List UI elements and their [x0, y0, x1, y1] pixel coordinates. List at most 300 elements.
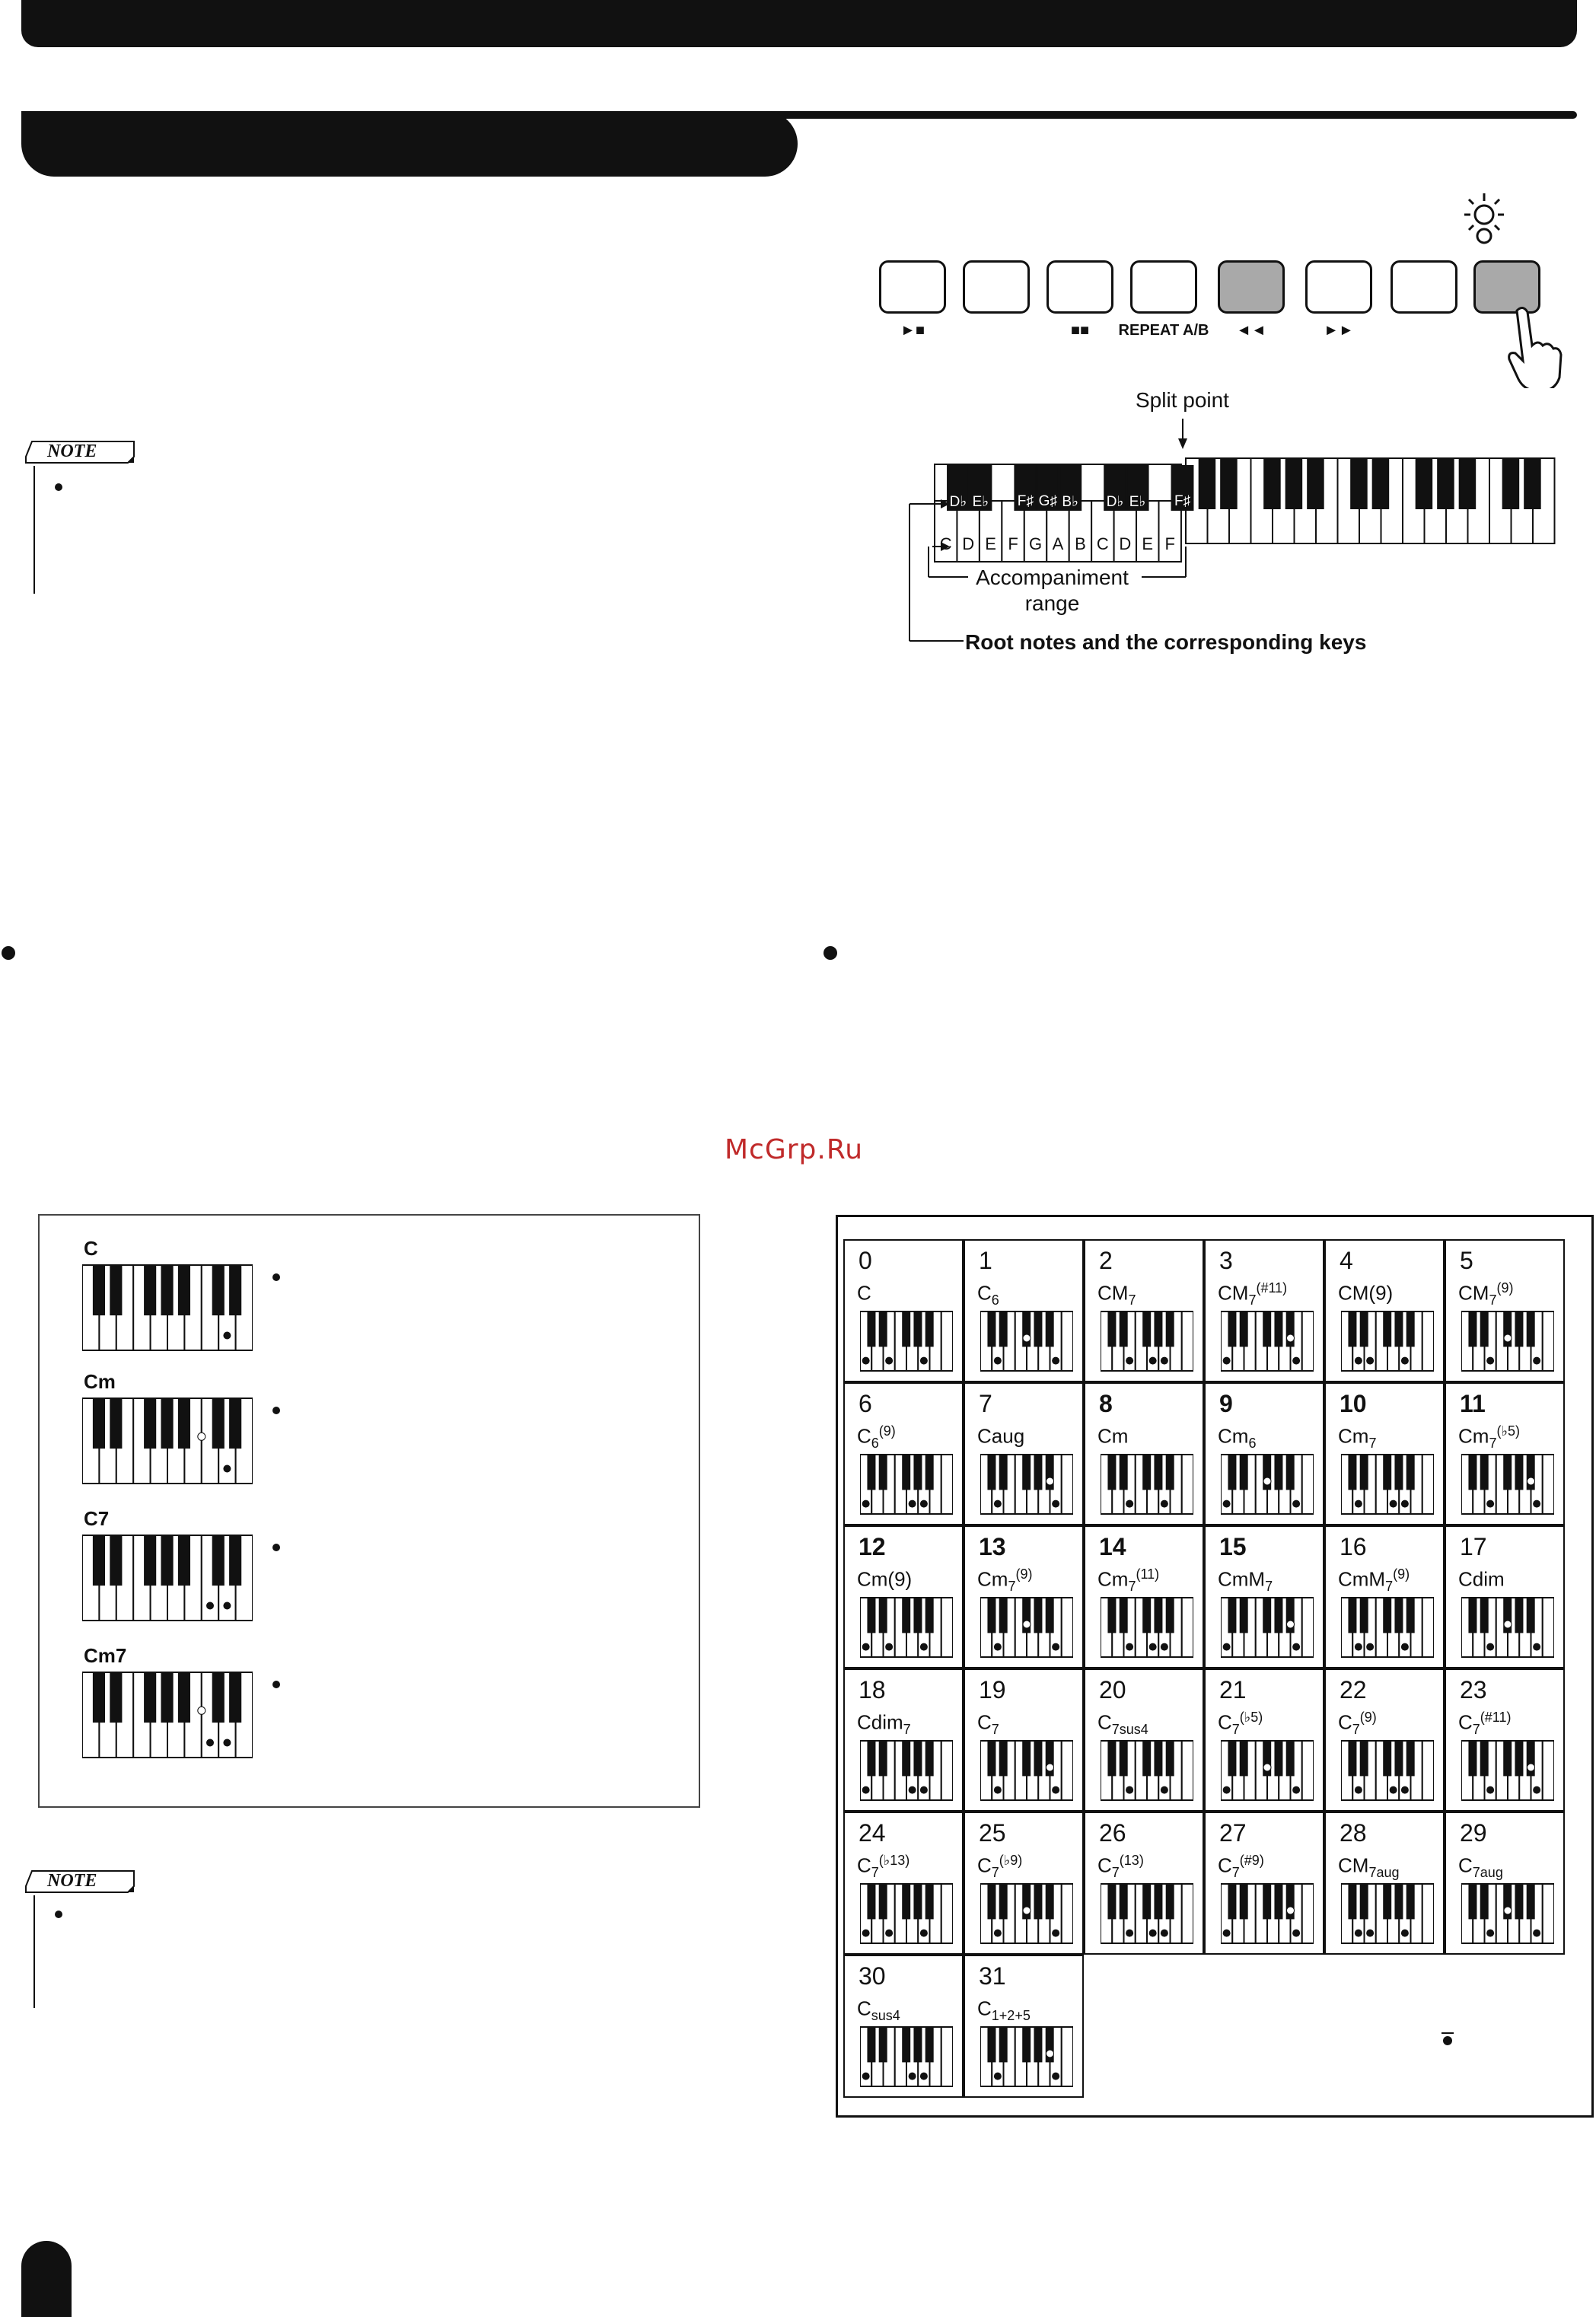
chord-name [977, 1853, 1022, 1881]
chord-note-dot [1161, 1500, 1168, 1508]
chord-note-dot [994, 1786, 1002, 1794]
chord-sub: 7sus4 [1111, 1721, 1148, 1737]
chord-note-dot [1486, 1357, 1494, 1365]
chord-keyboard [980, 1883, 1073, 1944]
chord-note-dot [1052, 1643, 1059, 1651]
white-key-label: C [939, 534, 952, 553]
chord-note-dot [1126, 1643, 1133, 1651]
chord-note-dot [994, 1930, 1002, 1937]
chord-name [1458, 1853, 1503, 1881]
note-bullet-2 [55, 1911, 62, 1918]
chord-sub: 7aug [1368, 1864, 1400, 1880]
chord-note-dot [223, 1739, 231, 1746]
mini-white-key [1182, 1741, 1193, 1800]
chord-note-dot [1390, 1500, 1397, 1508]
chord-root: C [977, 1853, 992, 1877]
mini-black-key [229, 1672, 241, 1723]
chord-note-dot [1366, 1930, 1374, 1937]
chord-note-dot [1533, 1930, 1540, 1937]
chord-note-dot [1263, 1477, 1271, 1485]
chord-root: C [1458, 1853, 1473, 1877]
chord-sub: 7 [1128, 1578, 1136, 1594]
chord-note-dot [920, 1643, 928, 1651]
mini-black-key [1527, 1598, 1535, 1633]
chord-example-bullet [272, 1544, 280, 1551]
mini-black-key [1034, 1455, 1042, 1490]
chord-number: 14 [1099, 1533, 1126, 1560]
chord-keyboard [860, 1454, 953, 1515]
mini-black-key [1480, 1741, 1489, 1776]
mini-white-key [1422, 1455, 1434, 1514]
chord-sup: (♭5) [1496, 1423, 1520, 1439]
mini-black-key [1107, 1598, 1116, 1633]
chord-keyboard [1221, 1311, 1314, 1372]
chord-note-dot [1292, 1930, 1300, 1937]
mini-black-key [1515, 1455, 1523, 1490]
chord-cell [964, 1812, 1084, 1955]
chord-cell [1204, 1668, 1324, 1812]
chord-number: 22 [1340, 1676, 1367, 1703]
mini-black-key [1468, 1455, 1477, 1490]
mini-black-key [93, 1535, 105, 1586]
chord-cell [964, 1955, 1084, 2098]
chord-number: 21 [1219, 1676, 1247, 1703]
mini-white-key [1543, 1741, 1554, 1800]
mini-black-key [879, 1598, 887, 1633]
chord-note-dot [862, 1786, 870, 1794]
mini-white-key [1422, 1311, 1434, 1371]
black-key-label: D♭ [949, 494, 967, 510]
mini-black-key [1468, 1884, 1477, 1919]
mini-white-key [1302, 1741, 1314, 1800]
chord-note-dot [1533, 1357, 1540, 1365]
mini-black-key [867, 1598, 875, 1633]
mini-black-key [1142, 1884, 1151, 1919]
black-key-label: B♭ [1062, 494, 1079, 510]
mini-black-key [212, 1672, 225, 1723]
chord-root: CM(9) [1338, 1281, 1394, 1305]
chord-note-dot [1401, 1500, 1409, 1508]
chord-number: 20 [1099, 1676, 1126, 1703]
panel-button-label-3: ■■ [1070, 322, 1090, 339]
chord-sup: (9) [1393, 1566, 1410, 1582]
mini-black-key [1274, 1598, 1282, 1633]
chord-note-dot [1292, 1500, 1300, 1508]
chord-sup: (♭9) [999, 1853, 1023, 1868]
chord-number: 17 [1460, 1533, 1487, 1560]
chord-number: 8 [1099, 1390, 1113, 1417]
mini-black-key [1348, 1741, 1356, 1776]
mini-white-key [1302, 1598, 1314, 1657]
chord-number: 16 [1340, 1533, 1367, 1560]
chord-root: Cdim [857, 1710, 903, 1734]
page-number-tab [21, 2241, 72, 2317]
mini-white-key [941, 1455, 953, 1514]
chord-cell [964, 1239, 1084, 1382]
chord-keyboard [1461, 1883, 1554, 1944]
mini-black-key [1240, 1741, 1248, 1776]
chord-keyboard [1221, 1597, 1314, 1658]
chord-keyboard [980, 1597, 1073, 1658]
chord-example-keyboard [82, 1672, 253, 1758]
mini-black-key [925, 1598, 934, 1633]
chord-number: 10 [1340, 1390, 1367, 1417]
chord-keyboard [1341, 1740, 1434, 1801]
chord-example-name: Cm [84, 1370, 116, 1393]
chord-root: C [977, 1710, 992, 1734]
chord-note-dot [1126, 1786, 1133, 1794]
chord-sup: (9) [1496, 1280, 1514, 1296]
chord-note-dot [909, 2073, 916, 2080]
chord-note-dot [994, 1357, 1002, 1365]
mini-black-key [93, 1398, 105, 1449]
chord-sub: sus4 [871, 2007, 900, 2023]
chord-sub: 6 [1248, 1435, 1257, 1451]
chord-cell [1084, 1668, 1204, 1812]
mini-white-key [1302, 1884, 1314, 1943]
mini-black-key [913, 1455, 922, 1490]
mini-white-key [1182, 1311, 1193, 1371]
mini-white-key [1543, 1884, 1554, 1943]
chord-cell [1445, 1812, 1565, 1955]
chord-note-dot [1292, 1643, 1300, 1651]
mini-black-key [144, 1672, 156, 1723]
mini-black-key [178, 1672, 190, 1723]
mini-white-key [1182, 1598, 1193, 1657]
chord-note-dot [920, 1357, 928, 1365]
black-key-label: F♯ [1174, 493, 1191, 509]
chord-sup: (13) [1119, 1853, 1144, 1868]
panel-button-1[interactable] [879, 260, 946, 314]
chord-name [1218, 1853, 1264, 1881]
chord-note-dot [223, 1331, 231, 1339]
chord-root: C [977, 1281, 992, 1305]
chord-sub: 7 [1489, 1292, 1497, 1308]
chord-root: C [1097, 1853, 1112, 1877]
mini-black-key [1360, 1598, 1368, 1633]
chord-note-dot [862, 1357, 870, 1365]
mini-black-key [902, 1311, 910, 1347]
chord-root: C [1097, 1710, 1112, 1734]
chord-sub: 7 [1352, 1721, 1360, 1737]
chord-sub: 7 [1111, 1864, 1120, 1880]
chord-note-dot [206, 1602, 214, 1609]
chord-note-dot [909, 1500, 916, 1508]
chord-note-dot [1486, 1930, 1494, 1937]
panel-button-2[interactable] [963, 260, 1030, 314]
chord-name [977, 1996, 1031, 2024]
chord-root: C [1338, 1710, 1352, 1734]
chord-sup: (9) [1015, 1566, 1033, 1582]
mini-black-key [1360, 1311, 1368, 1347]
chord-number: 29 [1460, 1819, 1487, 1847]
chord-note-dot [1287, 1334, 1295, 1342]
chord-example-keyboard [82, 1535, 253, 1621]
chord-keyboard [1101, 1883, 1193, 1944]
chord-note-dot [1052, 1786, 1059, 1794]
chord-name [1338, 1280, 1393, 1308]
mini-black-key [1394, 1741, 1403, 1776]
chord-root: C [1458, 1710, 1473, 1734]
note-label-2: NOTE [47, 1871, 97, 1891]
mini-black-key [987, 2027, 996, 2062]
chord-keyboard [1101, 1597, 1193, 1658]
chord-root: Cdim [1458, 1567, 1505, 1591]
mini-black-key [212, 1535, 225, 1586]
mini-black-key [1383, 1884, 1391, 1919]
chord-sub: 7 [991, 1864, 999, 1880]
mini-black-key [1142, 1311, 1151, 1347]
mini-black-key [1348, 1311, 1356, 1347]
black-key-label: E♭ [972, 494, 989, 510]
mini-black-key [110, 1535, 122, 1586]
mini-black-key [1480, 1598, 1489, 1633]
mini-black-key [1034, 1598, 1042, 1633]
mini-black-key [1515, 1598, 1523, 1633]
mini-black-key [913, 1884, 922, 1919]
chord-note-dot [909, 1786, 916, 1794]
chord-name [857, 1996, 900, 2024]
chord-note-dot [206, 1739, 214, 1746]
mini-black-key [1046, 1311, 1054, 1347]
mini-black-key [879, 1741, 887, 1776]
mini-black-key [902, 1884, 910, 1919]
chord-keyboard [860, 2026, 953, 2087]
mini-white-key [941, 1311, 953, 1371]
chord-root: Cm [1338, 1424, 1369, 1448]
lamp-indicator-icon [1454, 190, 1522, 251]
chord-keyboard [1461, 1311, 1554, 1372]
chord-name [1458, 1710, 1511, 1738]
chord-name [857, 1280, 871, 1308]
chord-number: 9 [1219, 1390, 1233, 1417]
chord-number: 30 [859, 1962, 886, 1990]
chord-note-dot [920, 1930, 928, 1937]
mini-black-key [1120, 1884, 1128, 1919]
chord-note-dot [1528, 1764, 1535, 1771]
chord-note-dot [1223, 1930, 1231, 1937]
chord-cell [1324, 1812, 1445, 1955]
chord-keyboard [1461, 1454, 1554, 1515]
chord-cell [1324, 1239, 1445, 1382]
mini-black-key [1022, 2027, 1031, 2062]
chord-cell [1084, 1525, 1204, 1668]
black-key-label: D♭ [1106, 494, 1124, 510]
panel-button-4[interactable] [1130, 260, 1197, 314]
root-notes-label: Root notes and the corresponding keys [965, 630, 1367, 654]
section-title-bar [21, 111, 798, 177]
chord-number: 28 [1340, 1819, 1367, 1847]
chord-sub: 7 [1231, 1721, 1240, 1737]
mini-black-key [178, 1398, 190, 1449]
chord-cell [1204, 1525, 1324, 1668]
chord-name [1338, 1566, 1410, 1595]
mini-black-key [1142, 1741, 1151, 1776]
white-key-label: C [1096, 534, 1109, 553]
chord-note-dot [1292, 1786, 1300, 1794]
chord-note-dot [920, 1500, 928, 1508]
chord-note-dot [1355, 1643, 1362, 1651]
mini-white-key [1422, 1598, 1434, 1657]
mini-black-key [1480, 1884, 1489, 1919]
mini-black-key [1468, 1741, 1477, 1776]
mini-black-key [925, 2027, 934, 2062]
chord-note-dot [1287, 1621, 1295, 1628]
chord-note-dot [1263, 1764, 1271, 1771]
chord-cell [1204, 1239, 1324, 1382]
mini-black-key [879, 1884, 887, 1919]
chord-note-dot [920, 1786, 928, 1794]
mini-black-key [1274, 1311, 1282, 1347]
chord-number: 3 [1219, 1247, 1233, 1274]
mini-black-key [1166, 1311, 1174, 1347]
chord-sup: (#9) [1239, 1853, 1264, 1868]
chord-sup: (#11) [1480, 1710, 1512, 1725]
white-key-label: D [962, 534, 975, 553]
chord-note-dot [1528, 1477, 1535, 1485]
chord-cell [843, 1812, 964, 1955]
mini-black-key [999, 1598, 1008, 1633]
chord-note-dot [1533, 1786, 1540, 1794]
mini-black-key [1022, 1455, 1031, 1490]
section-bullet-left [2, 946, 15, 960]
chord-keyboard [1341, 1597, 1434, 1658]
chord-cell [964, 1668, 1084, 1812]
chord-root: CmM [1218, 1567, 1266, 1591]
mini-black-key [1120, 1598, 1128, 1633]
chord-number: 23 [1460, 1676, 1487, 1703]
accompaniment-line-1: Accompaniment [976, 566, 1129, 589]
mini-black-key [1274, 1884, 1282, 1919]
mini-black-key [1154, 1455, 1162, 1490]
mini-black-key [178, 1535, 190, 1586]
mini-black-key [879, 2027, 887, 2062]
chord-note-dot [1504, 1621, 1512, 1628]
mini-black-key [178, 1265, 190, 1315]
note-bullet-1 [55, 483, 62, 491]
chord-note-dot [1287, 1907, 1295, 1914]
mini-white-key [941, 1884, 953, 1943]
mini-black-key [925, 1311, 934, 1347]
mini-black-key [1527, 1311, 1535, 1347]
mini-black-key [110, 1265, 122, 1315]
panel-button-3[interactable] [1046, 260, 1113, 314]
mini-black-key [1515, 1884, 1523, 1919]
mini-black-key [913, 1741, 922, 1776]
chord-note-dot [1401, 1643, 1409, 1651]
mini-black-key [1034, 1741, 1042, 1776]
chord-note-dot [1401, 1930, 1409, 1937]
chord-name [977, 1423, 1024, 1452]
chord-sub: 7 [903, 1721, 911, 1737]
chord-root: Caug [977, 1424, 1025, 1448]
mini-black-key [1240, 1455, 1248, 1490]
chord-note-dot [885, 1643, 893, 1651]
accompaniment-line-2: range [1024, 591, 1080, 615]
panel-button-5[interactable] [1218, 260, 1285, 314]
chord-cell [843, 1955, 964, 2098]
chord-name [1097, 1566, 1159, 1595]
mini-black-key [925, 1455, 934, 1490]
chord-note-dot [1046, 1764, 1054, 1771]
chord-sub: 7 [1231, 1864, 1240, 1880]
chord-root: Cm [1218, 1424, 1249, 1448]
chord-note-dot [198, 1707, 205, 1714]
mini-black-key [1154, 1598, 1162, 1633]
mini-black-key [161, 1398, 173, 1449]
mini-black-key [93, 1265, 105, 1315]
mini-white-key [1422, 1741, 1434, 1800]
mini-black-key [1527, 1884, 1535, 1919]
chord-cell [1445, 1239, 1565, 1382]
chord-note-dot [1533, 1643, 1540, 1651]
chord-note-dot [1046, 2050, 1054, 2057]
chord-keyboard [1341, 1454, 1434, 1515]
chord-root: Cm(9) [857, 1567, 913, 1591]
mini-black-key [1034, 1884, 1042, 1919]
chord-name [977, 1566, 1032, 1595]
mini-black-key [1228, 1311, 1236, 1347]
chord-note-dot [1223, 1786, 1231, 1794]
chord-root: C [1218, 1710, 1232, 1734]
chord-keyboard [980, 1454, 1073, 1515]
mini-black-key [1228, 1884, 1236, 1919]
mini-white-key [1062, 1741, 1073, 1800]
chord-note-dot [1355, 1786, 1362, 1794]
mini-black-key [1240, 1884, 1248, 1919]
mini-black-key [110, 1398, 122, 1449]
mini-black-key [913, 2027, 922, 2062]
chord-name [857, 1853, 909, 1881]
mini-black-key [144, 1265, 156, 1315]
chord-sup: (11) [1136, 1566, 1160, 1582]
mini-black-key [1503, 1455, 1512, 1490]
chord-keyboard [1341, 1311, 1434, 1372]
chord-keyboard [1341, 1883, 1434, 1944]
mini-black-key [1154, 1884, 1162, 1919]
chord-cell [1204, 1812, 1324, 1955]
chord-name [857, 1710, 911, 1738]
panel-button-7[interactable] [1391, 260, 1457, 314]
chord-note-dot [1504, 1334, 1512, 1342]
mini-black-key [867, 1311, 875, 1347]
chord-sup: (#11) [1256, 1280, 1288, 1296]
mini-white-key [941, 1598, 953, 1657]
mini-black-key [1228, 1598, 1236, 1633]
mini-black-key [1394, 1311, 1403, 1347]
mini-black-key [1468, 1311, 1477, 1347]
chord-keyboard [980, 1311, 1073, 1372]
chord-note-dot [1052, 1357, 1059, 1365]
mini-black-key [999, 1455, 1008, 1490]
chord-note-dot [1023, 1334, 1031, 1342]
chord-cell [1324, 1382, 1445, 1525]
panel-button-label-1: ►■ [900, 322, 925, 339]
mini-black-key [1274, 1741, 1282, 1776]
chord-root: C [857, 1424, 871, 1448]
chord-example-bullet [272, 1273, 280, 1281]
chord-number: 31 [979, 1962, 1006, 1990]
chord-name [1097, 1710, 1148, 1738]
chord-sub: 7 [871, 1864, 879, 1880]
mini-black-key [212, 1398, 225, 1449]
chord-sub: 6 [991, 1292, 999, 1308]
chord-name [1338, 1423, 1376, 1452]
mini-black-key [1360, 1884, 1368, 1919]
mini-black-key [1406, 1884, 1415, 1919]
watermark: McGrp.Ru [725, 1134, 864, 1165]
panel-button-6[interactable] [1305, 260, 1372, 314]
